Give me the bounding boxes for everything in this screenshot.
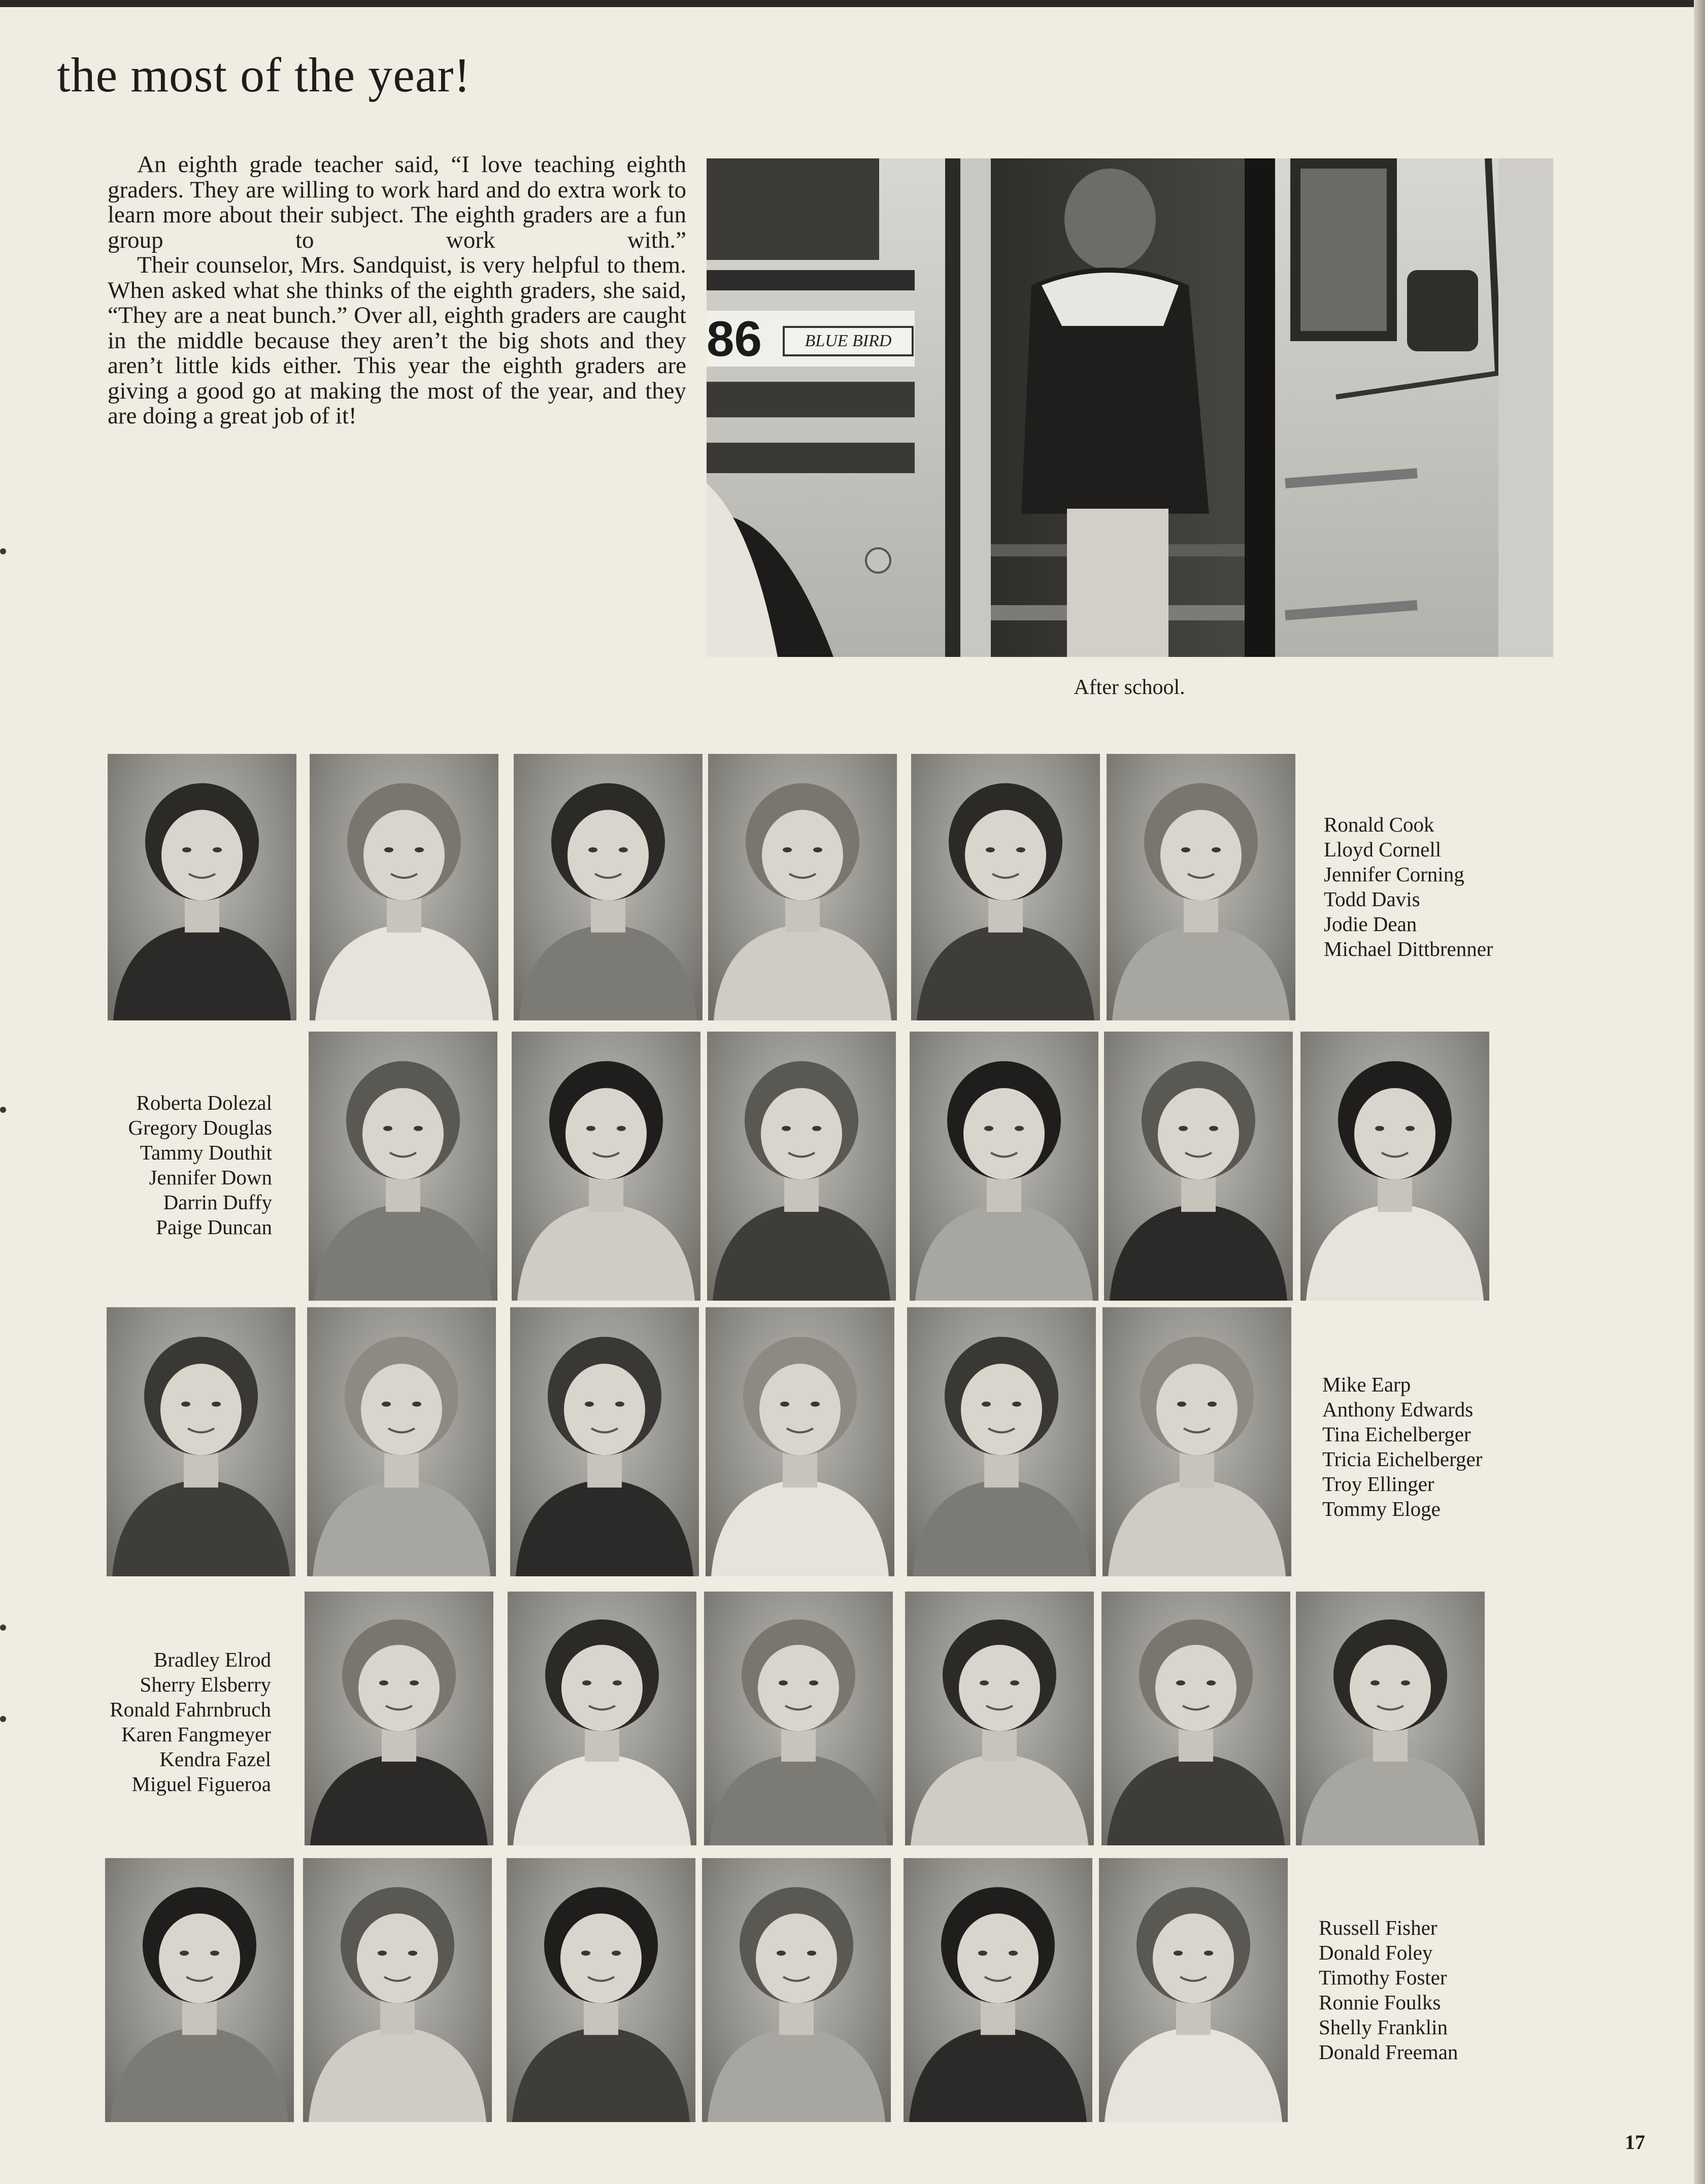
portrait-eye [809,1680,818,1685]
student-portrait [702,1858,891,2122]
student-portrait [708,754,897,1020]
student-portrait [911,754,1100,1020]
portrait-figure [507,1858,695,2122]
portrait-face [963,1088,1045,1179]
portrait-figure [708,754,897,1020]
student-portrait [1300,1032,1489,1301]
portrait-eye [783,847,792,852]
student-portrait [512,1032,700,1301]
portrait-shirt [517,1204,695,1301]
portrait-eye [982,1402,991,1407]
student-name: Tommy Eloge [1322,1497,1441,1520]
portrait-face [758,1645,839,1731]
student-portrait [309,1032,497,1301]
student-name: Tina Eichelberger [1322,1422,1471,1446]
student-name: Darrin Duffy [163,1190,272,1214]
story-text [108,152,686,429]
portrait-eye [379,1680,388,1685]
student-name: Timothy Foster [1319,1966,1447,1989]
portrait-eye [619,847,628,852]
portrait-eye [1179,1126,1188,1131]
student-name: Troy Ellinger [1322,1472,1434,1496]
portrait-eye [1009,1950,1018,1956]
portrait-eye [1207,1680,1216,1685]
portrait-eye [1177,1402,1186,1407]
portrait-figure [307,1307,496,1576]
story-paragraph: An eighth grade teacher said, “I love teaching eighth graders. They are willing to work hard and do extra work to learn more about their subject. The eighth graders are a fun group to work with.” [108,151,686,253]
portrait-face [565,1088,647,1179]
portrait-eye [1012,1402,1021,1407]
portrait-eye [415,847,424,852]
portrait-face [159,1913,240,2003]
portrait-face [965,810,1046,901]
student-name: Jennifer Down [149,1166,272,1189]
portrait-shirt [909,2027,1087,2122]
portrait-face [161,810,243,901]
student-name: Tricia Eichelberger [1322,1447,1483,1471]
portrait-eye [180,1950,189,1956]
portrait-face [567,810,649,901]
portrait-eye [586,1126,595,1131]
student-name: Miguel Figueroa [131,1772,271,1796]
student-name: Ronald Fahrnbruch [110,1698,271,1721]
portrait-eye [383,1126,392,1131]
portrait-eye [807,1950,816,1956]
portrait-eye [980,1680,989,1685]
student-name: Gregory Douglas [128,1116,272,1139]
portrait-eye [588,847,597,852]
student-portrait [1296,1592,1485,1845]
portrait-figure [907,1307,1096,1576]
student-name: Ronnie Foulks [1319,1991,1441,2014]
portrait-figure [510,1307,699,1576]
student-name: Donald Freeman [1319,2040,1458,2064]
student-name: Sherry Elsberry [140,1673,271,1696]
portrait-eye [978,1950,987,1956]
student-name: Ronald Cook [1324,813,1434,836]
portrait-figure [1300,1032,1489,1301]
portrait-face [1153,1913,1234,2003]
portrait-face [959,1645,1040,1731]
student-name: Kendra Fazel [159,1747,271,1771]
portrait-eye [780,1402,789,1407]
student-name: Anthony Edwards [1322,1398,1474,1421]
portrait-eye [617,1126,626,1131]
portrait-face [361,1364,442,1455]
student-portrait [706,1307,894,1576]
student-portrait [307,1307,496,1576]
name-list-row-4 [110,1647,271,1797]
student-portrait [508,1592,696,1845]
name-list-row-5 [1319,1915,1458,2065]
portrait-face [1350,1645,1431,1731]
portrait-eye [581,1950,590,1956]
student-name: Donald Foley [1319,1941,1433,1964]
student-name: Tammy Douthit [140,1141,272,1164]
portrait-shirt [710,1754,887,1845]
portrait-shirt [519,924,697,1020]
portrait-eye [1174,1950,1183,1956]
page-binding-edge [1694,0,1705,2184]
student-portrait [310,754,498,1020]
portrait-figure [706,1307,894,1576]
portrait-eye [1010,1680,1019,1685]
bus-illustration [707,158,1553,657]
photo-caption: After school. [1074,676,1185,699]
margin-mark [0,548,6,554]
portrait-figure [1102,1307,1291,1576]
student-portrait [1107,754,1295,1020]
portrait-face [1160,810,1242,901]
portrait-figure [512,1032,700,1301]
portrait-eye [212,1402,221,1407]
portrait-eye [1181,847,1190,852]
portrait-face [1158,1088,1239,1179]
portrait-shirt [111,2027,288,2122]
portrait-eye [1401,1680,1410,1685]
portrait-face [560,1913,642,2003]
student-portrait [507,1858,695,2122]
portrait-figure [904,1858,1092,2122]
portrait-figure [1104,1032,1293,1301]
student-name: Lloyd Cornell [1324,838,1442,861]
portrait-shirt [1105,2027,1282,2122]
portrait-face [362,1088,444,1179]
portrait-face [363,810,445,901]
portrait-face [561,1645,643,1731]
student-portrait [707,1032,896,1301]
student-name: Karen Fangmeyer [121,1723,271,1746]
portrait-figure [905,1592,1094,1845]
portrait-eye [1176,1680,1185,1685]
student-name: Todd Davis [1324,887,1420,911]
student-name: Michael Dittbrenner [1324,937,1493,961]
portrait-shirt [913,1479,1090,1576]
student-portrait [1099,1858,1288,2122]
portrait-eye [779,1680,788,1685]
portrait-shirt [713,1204,890,1301]
student-name: Jodie Dean [1324,912,1417,936]
portrait-eye [1406,1126,1415,1131]
student-portrait [303,1858,492,2122]
portrait-figure [105,1858,294,2122]
portrait-eye [410,1680,419,1685]
portrait-eye [384,847,393,852]
portrait-face [957,1913,1039,2003]
student-name: Paige Duncan [156,1215,272,1239]
page-top-edge [0,0,1705,7]
portrait-eye [612,1950,621,1956]
portrait-shirt [512,2027,690,2122]
portrait-eye [813,847,822,852]
portrait-face [1354,1088,1435,1179]
portrait-eye [986,847,995,852]
portrait-figure [107,1307,295,1576]
portrait-shirt [1107,1754,1285,1845]
portrait-figure [514,754,703,1020]
portrait-shirt [513,1754,691,1845]
portrait-figure [911,754,1100,1020]
portrait-eye [181,1402,190,1407]
portrait-figure [309,1032,497,1301]
portrait-shirt [313,1479,490,1576]
portrait-face [1155,1645,1236,1731]
portrait-shirt [112,1479,290,1576]
portrait-figure [108,754,296,1020]
student-portrait [1104,1032,1293,1301]
portrait-face [762,810,843,901]
portrait-eye [182,847,191,852]
portrait-eye [1016,847,1025,852]
student-portrait [910,1032,1098,1301]
portrait-shirt [714,924,891,1020]
name-list-row-3 [1322,1372,1482,1521]
portrait-figure [1099,1858,1288,2122]
portrait-face [160,1364,242,1455]
portrait-eye [414,1126,423,1131]
student-portrait [108,754,296,1020]
portrait-eye [777,1950,786,1956]
margin-mark [0,1716,6,1722]
page-headline: the most of the year! [57,48,471,102]
portrait-eye [1015,1126,1024,1131]
portrait-shirt [1306,1204,1484,1301]
student-name: Mike Earp [1322,1373,1411,1396]
portrait-face [756,1913,837,2003]
portrait-shirt [1112,924,1290,1020]
portrait-figure [303,1858,492,2122]
portrait-face [564,1364,645,1455]
student-name: Roberta Dolezal [136,1091,272,1114]
portrait-face [357,1913,438,2003]
portrait-figure [305,1592,493,1845]
portrait-figure [1101,1592,1290,1845]
portrait-eye [378,1950,387,1956]
portrait-face [358,1645,440,1731]
bus-photo [707,158,1553,657]
student-portrait [1102,1307,1291,1576]
student-portrait [904,1858,1092,2122]
portrait-eye [1370,1680,1380,1685]
portrait-figure [702,1858,891,2122]
portrait-face [961,1364,1042,1455]
portrait-eye [213,847,222,852]
portrait-face [761,1088,842,1179]
portrait-eye [1204,1950,1213,1956]
portrait-shirt [516,1479,693,1576]
portrait-shirt [708,2027,885,2122]
portrait-shirt [315,924,493,1020]
portrait-shirt [711,1479,889,1576]
portrait-eye [1208,1402,1217,1407]
portrait-eye [811,1402,820,1407]
portrait-eye [812,1126,821,1131]
portrait-figure [1107,754,1295,1020]
portrait-shirt [917,924,1094,1020]
student-name: Russell Fisher [1319,1916,1437,1939]
portrait-shirt [1301,1754,1479,1845]
portrait-eye [382,1402,391,1407]
name-list-row-2 [128,1090,272,1240]
student-name: Shelly Franklin [1319,2015,1448,2039]
portrait-figure [1296,1592,1485,1845]
portrait-shirt [915,1204,1093,1301]
student-portrait [105,1858,294,2122]
portrait-eye [210,1950,219,1956]
bus-number: 86 [707,311,762,367]
portrait-face [759,1364,841,1455]
portrait-shirt [113,924,291,1020]
portrait-face [1156,1364,1238,1455]
student-portrait [305,1592,493,1845]
page-number: 17 [1625,2131,1645,2154]
portrait-figure [910,1032,1098,1301]
story-paragraph: Their counselor, Mrs. Sandquist, is very helpful to them. When asked what she thinks of the eighth graders, she said, “They are a neat bunch.” Over all, eighth graders are caught in the middle because they aren’t the big shots and they aren’t little kids either. This year the eighth graders are giving a good go at making the most of the year, and they are doing a great job of it! [108,252,686,429]
student-portrait [907,1307,1096,1576]
portrait-eye [615,1402,624,1407]
student-portrait [107,1307,295,1576]
portrait-eye [782,1126,791,1131]
portrait-figure [310,754,498,1020]
portrait-figure [707,1032,896,1301]
portrait-figure [508,1592,696,1845]
margin-mark [0,1625,6,1631]
student-portrait [704,1592,893,1845]
portrait-eye [1212,847,1221,852]
portrait-eye [1209,1126,1218,1131]
bus-brand-plate: BLUE BIRD [783,326,914,356]
student-portrait [905,1592,1094,1845]
portrait-eye [613,1680,622,1685]
student-name: Jennifer Corning [1324,863,1464,886]
student-portrait [1101,1592,1290,1845]
portrait-shirt [314,1204,492,1301]
portrait-eye [408,1950,417,1956]
portrait-shirt [310,1754,488,1845]
portrait-eye [1375,1126,1384,1131]
portrait-shirt [309,2027,486,2122]
student-name: Bradley Elrod [153,1648,271,1671]
portrait-shirt [1108,1479,1286,1576]
name-list-row-1 [1324,812,1493,962]
portrait-figure [704,1592,893,1845]
margin-mark [0,1107,6,1113]
portrait-eye [585,1402,594,1407]
student-portrait [514,754,703,1020]
portrait-eye [582,1680,591,1685]
student-portrait [510,1307,699,1576]
portrait-shirt [911,1754,1088,1845]
portrait-eye [412,1402,421,1407]
portrait-eye [984,1126,993,1131]
portrait-shirt [1110,1204,1287,1301]
